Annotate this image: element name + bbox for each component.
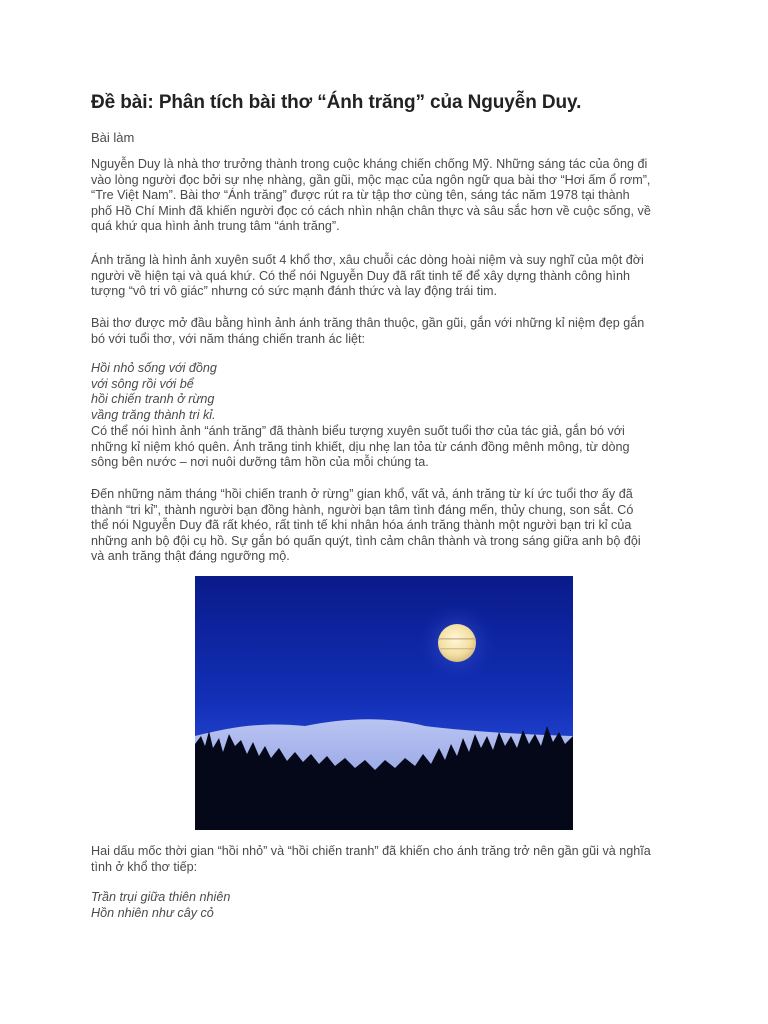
text-line: Nguyễn Duy là nhà thơ trưởng thành trong cuộc kháng chiến chống Mỹ. Những sáng tác của ông đi	[91, 157, 648, 171]
text-line: thành “tri kỉ”, thành người bạn đồng hành, người bạn tâm tình đáng mến, thủy chung, son sắt. Có	[91, 502, 634, 517]
text-line: phố Hồ Chí Minh đã khiến người đọc có cách nhìn nhận chân thực và sâu sắc hơn về cuộc sống, về	[91, 203, 651, 218]
verse-line: với sông rồi với bể	[91, 376, 194, 391]
moon-landscape-photo	[195, 576, 573, 830]
subtitle: Bài làm	[91, 130, 135, 145]
text-line: vào lòng người đọc bởi sự nhẹ nhàng, gần gũi, mộc mạc của ngôn ngữ qua bài thơ “Hơi ấm ổ rơm”,	[91, 172, 651, 187]
text-line: “Tre Việt Nam”. Bài thơ “Ánh trăng” được rút ra từ tập thơ cùng tên, sáng tác năm 1978 tại thành	[91, 188, 630, 202]
paragraph-4	[91, 424, 691, 471]
paragraph-5	[91, 487, 691, 565]
text-line: Ánh trăng là hình ảnh xuyên suốt 4 khổ thơ, xâu chuỗi các dòng hoài niệm và suy nghĩ của một đời	[91, 253, 644, 267]
text-line: bó với tuổi thơ, với năm tháng chiến tranh ác liệt:	[91, 331, 365, 346]
text-line: Đến những năm tháng “hồi chiến tranh ở rừng” gian khổ, vất vả, ánh trăng từ kí ức tuổi thơ ấy đã	[91, 487, 633, 501]
text-line: những kỉ niệm khó quên. Ánh trăng tinh khiết, dịu nhẹ lan tỏa từ cánh đồng mênh mông, từ dòng	[91, 439, 630, 454]
text-line: thể nói Nguyễn Duy đã rất khéo, rất tinh tế khi nhân hóa ánh trăng thành một người bạn tri kỉ của	[91, 518, 632, 532]
page-title: Đề bài: Phân tích bài thơ “Ánh trăng” của Nguyễn Duy.	[91, 92, 582, 113]
text-line: sông bên nước – nơi nuôi dưỡng tâm hồn của mỗi chúng ta.	[91, 455, 429, 469]
verse-line: Hồn nhiên như cây cỏ	[91, 905, 214, 920]
paragraph-2	[91, 253, 691, 300]
paragraph-3	[91, 316, 691, 347]
verse-line: Hồi nhỏ sống với đồng	[91, 361, 217, 375]
text-line: những anh bộ đội cụ hồ. Sự gắn bó quấn quýt, tình cảm chân thành và trong sáng giữa anh bộ đội	[91, 533, 641, 548]
verse-line: Trần trụi giữa thiên nhiên	[91, 890, 231, 904]
verse-2	[91, 890, 691, 921]
text-line: và anh trăng thật đáng ngưỡng mộ.	[91, 549, 290, 563]
verse-line: vầng trăng thành tri kỉ.	[91, 407, 216, 422]
verse-line: hồi chiến tranh ở rừng	[91, 392, 215, 406]
verse-1	[91, 361, 691, 423]
moon-shape	[438, 624, 476, 662]
text-line: tình ở khổ thơ tiếp:	[91, 859, 198, 874]
text-line: Bài thơ được mở đầu bằng hình ảnh ánh trăng thân thuộc, gần gũi, gắn với những kỉ niệm đẹp gắn	[91, 316, 645, 330]
text-line: quá khứ qua hình ảnh trung tâm “ánh trăng”.	[91, 219, 340, 233]
text-line: người về hiện tại và quá khứ. Có thể nói Nguyễn Duy đã rất tinh tế để xây dựng thành công hình	[91, 268, 631, 283]
paragraph-6	[91, 844, 691, 875]
text-line: tượng “vô tri vô giác” nhưng có sức mạnh đánh thức và lay động trái tim.	[91, 284, 497, 298]
paragraph-intro	[91, 157, 691, 235]
text-line: Hai dấu mốc thời gian “hồi nhỏ” và “hồi chiến tranh” đã khiến cho ánh trăng trở nên gần gũi và nghĩa	[91, 844, 651, 858]
text-line: Có thể nói hình ảnh “ánh trăng” đã thành biểu tượng xuyên suốt tuổi thơ của tác giả, gắn bó với	[91, 424, 625, 438]
